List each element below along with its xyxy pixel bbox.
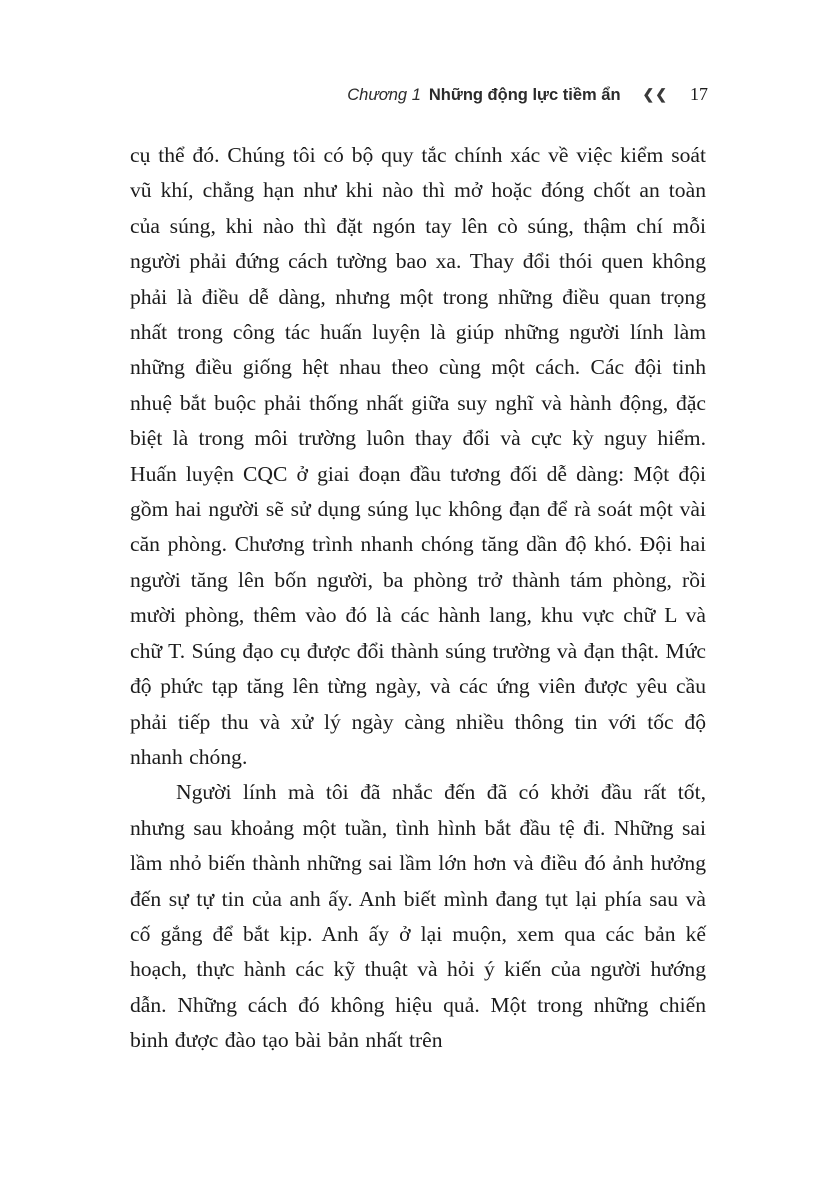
chapter-label: Chương 1: [347, 86, 421, 104]
double-left-arrows-icon: ❮❮: [642, 86, 668, 102]
body-text: [130, 138, 706, 1059]
paragraph: Người lính mà tôi đã nhắc đến đã có khởi đầu rất tốt, nhưng sau khoảng một tuần, tình hình bắt đầu tệ đi. Những sai lầm nhỏ biến thành những sai lầm lớn hơn và điều đó ảnh hưởng đến sự tự tin của anh ấy. Anh biết mình đang tụt lại phía sau và cố gắng để bắt kịp. Anh ấy ở lại muộn, xem qua các bản kế hoạch, thực hành các kỹ thuật và hỏi ý kiến của người hướng dẫn. Những cách đó không hiệu quả. Một trong những chiến binh được đào tạo bài bản nhất trên: [130, 780, 706, 1053]
chapter-title: Những động lực tiềm ẩn: [428, 86, 621, 104]
running-header: [130, 84, 708, 105]
page-number: 17: [690, 84, 708, 104]
paragraph: cụ thể đó. Chúng tôi có bộ quy tắc chính xác về việc kiểm soát vũ khí, chẳng hạn như khi nào thì mở hoặc đóng chốt an toàn của súng, khi nào thì đặt ngón tay lên cò súng, thậm chí mỗi người phải đứng cách tường bao xa. Thay đổi thói quen không phải là điều dễ dàng, nhưng một trong những điều quan trọng nhất trong công tác huấn luyện là giúp những người lính làm những điều giống hệt nhau theo cùng một cách. Các đội tinh nhuệ bắt buộc phải thống nhất giữa suy nghĩ và hành động, đặc biệt là trong môi trường luôn thay đổi và cực kỳ nguy hiểm. Huấn luyện CQC ở giai đoạn đầu tương đối dễ dàng: Một đội gồm hai người sẽ sử dụng súng lục không đạn để rà soát một vài căn phòng. Chương trình nhanh chóng tăng dần độ khó. Đội hai người tăng lên bốn người, ba phòng trở thành tám phòng, rồi mười phòng, thêm vào đó là các hành lang, khu vực chữ L và chữ T. Súng đạo cụ được đổi thành súng trường và đạn thật. Mức độ phức tạp tăng lên từng ngày, và các ứng viên được yêu cầu phải tiếp thu và xử lý ngày càng nhiều thông tin với tốc độ nhanh chóng.: [130, 143, 706, 769]
